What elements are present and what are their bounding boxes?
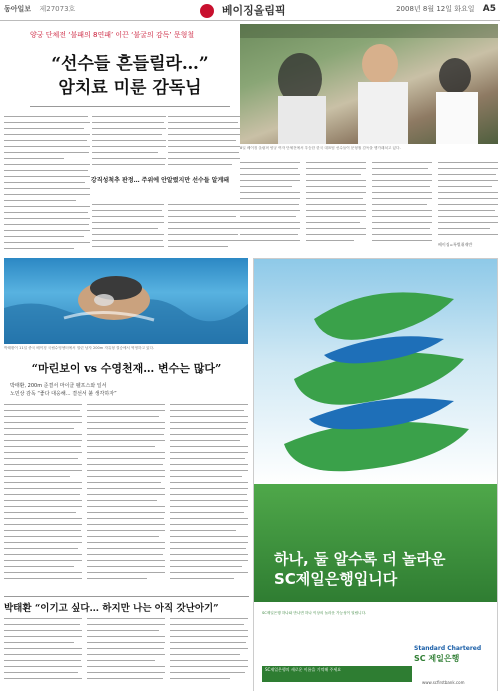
story1-headline — [30, 52, 230, 100]
story2-deck-line2: 노민상 감독 “좋다 대응해… 결선서 붙 생각하자” — [10, 391, 117, 397]
section-label: 베이징올림픽 — [221, 4, 286, 17]
page-number: A5 — [482, 4, 496, 14]
story1-body-col2 — [92, 114, 166, 172]
story1-body-right — [240, 160, 498, 254]
story2-body — [4, 402, 249, 592]
ad-brand-kr: SC 제일은행 — [414, 654, 460, 663]
paper-name — [4, 4, 75, 14]
ad-cta-banner[interactable]: SC제일은행의 새로운 이름을 기억해 주세요 — [262, 666, 412, 682]
archery-photo-illustration — [240, 24, 498, 144]
story2-headline: “마린보이 vs 수영천재… 변수는 많다” — [31, 362, 222, 375]
story3-headline: 박태환 “이기고 싶다… 하지만 나는 아직 갓난아기” — [4, 603, 219, 614]
story1-byline: 베이징=특별취재반 — [438, 242, 473, 247]
story3-body — [4, 616, 249, 688]
story1-body-col1 — [4, 114, 90, 254]
story1-body-lower — [92, 202, 240, 254]
story1-body-col3 — [168, 114, 240, 172]
sc-first-bank-advertisement[interactable] — [253, 258, 498, 691]
story1-subhead: 강직성척추 판정… 주위에 안알렸지만 선수들 알게돼 — [90, 177, 230, 184]
swimmer-photo-illustration — [4, 258, 248, 344]
issue-number: 제27073호 — [39, 5, 76, 13]
paper-logo-text: 동아일보 — [4, 5, 32, 13]
divider — [30, 106, 230, 107]
story2-deck — [10, 382, 242, 398]
olympic-emblem-icon — [200, 4, 214, 18]
archery-photo-caption: 8일 베이징 올림픽 양궁 여자 단체전에서 우승한 한국 대표팀 선수들이 문형철 감독을 헹가래치고 있다. — [240, 146, 401, 150]
date-page — [396, 4, 496, 14]
archery-celebration-photo — [240, 24, 498, 144]
story1-headline-line2: 암치료 미룬 감독님 — [58, 78, 202, 98]
story1-headline-line1: “선수들 흔들릴라…” — [51, 54, 209, 74]
ad-copy: SC제일은행 하나와 만나면 하나 이상의 놀라운 가능성이 열립니다. — [262, 611, 367, 615]
ad-brand-en: Standard Chartered — [414, 645, 482, 652]
story1-kicker: 양궁 단체전 ‘불패의 8연패’ 이끈 ‘불굴의 감독’ 문형철 — [30, 31, 195, 39]
ad-slogan — [274, 549, 446, 589]
ad-url-link[interactable]: www.scfirstbank.com — [422, 680, 465, 685]
swimmer-photo-caption: 박태환이 11일 중국 베이징 국립수영센터에서 열린 남자 200m 자유형 결승에서 역영하고 있다. — [4, 346, 155, 350]
ad-brand-logo[interactable] — [414, 644, 494, 664]
masthead — [0, 0, 500, 21]
swimmer-photo — [4, 258, 248, 344]
ad-bottom-panel — [254, 604, 497, 691]
issue-date: 2008년 8월 12일 화요일 — [396, 5, 475, 13]
divider — [4, 596, 249, 597]
section-title — [200, 2, 286, 18]
ad-slogan-line2: SC제일은행입니다 — [274, 570, 398, 588]
story2-deck-line1: 박태환, 200m 준결서 마이클 펠프스와 일서 — [10, 383, 107, 389]
ad-slogan-line1: 하나, 둘 알수록 더 놀라운 — [274, 550, 446, 568]
